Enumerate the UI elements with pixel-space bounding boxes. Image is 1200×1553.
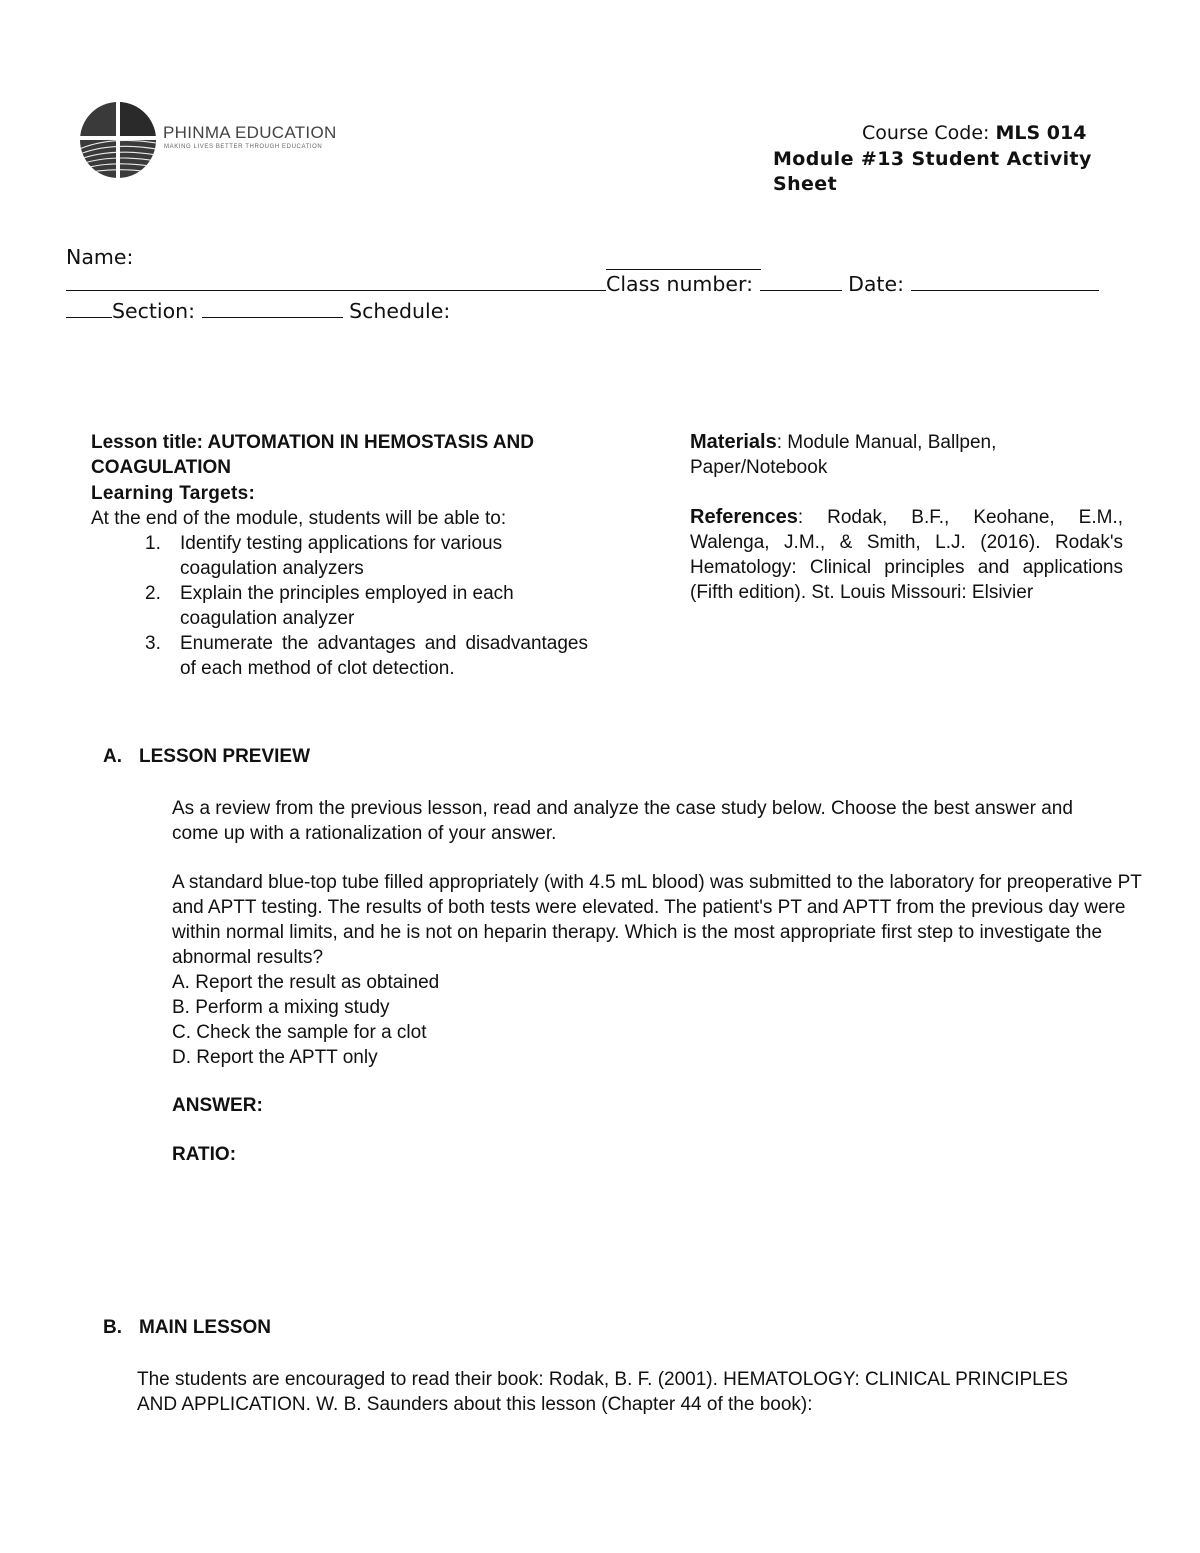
learning-target-text: Enumerate the advantages and disadvantages of each method of clot detection.	[180, 633, 588, 679]
section-b-heading	[103, 1317, 271, 1339]
answer-choice: A. Report the result as obtained	[172, 972, 440, 993]
schedule-label: Schedule:	[349, 299, 451, 323]
date-field[interactable]	[911, 272, 1099, 291]
name-field-line-top[interactable]	[606, 269, 761, 270]
course-code	[862, 122, 1086, 144]
course-code-label: Course Code:	[862, 122, 996, 144]
references-text: : Rodak, B.F., Keohane, E.M., Walenga, J.M., & Smith, L.J. (2016). Rodak's Hematology: Clinical principles and applications (Fifth edition). St. Louis Missouri: Elsivier	[690, 507, 1123, 603]
learning-target-number: 3.	[145, 633, 161, 654]
answer-label: ANSWER:	[172, 1095, 263, 1116]
form-row-section-schedule	[66, 299, 450, 323]
class-number-label: Class number:	[606, 272, 754, 296]
module-title: Module #13 Student Activity Sheet	[773, 148, 1092, 195]
materials	[690, 430, 1123, 480]
phinma-globe-icon	[78, 100, 168, 180]
materials-text: : Module Manual, Ballpen, Paper/Notebook	[690, 432, 997, 478]
learning-targets-heading: Learning Targets:	[91, 483, 256, 504]
main-lesson-text: The students are encouraged to read their book: Rodak, B. F. (2001). HEMATOLOGY: CLINICAL PRINCIPLES AND APPLICATION. W. B. Saunders about this lesson (Chapter 44 of the book):	[137, 1369, 1069, 1415]
learning-targets-intro: At the end of the module, students will be able to:	[91, 508, 507, 529]
learning-target-number: 1.	[145, 533, 161, 554]
learning-target-number: 2.	[145, 583, 161, 604]
learning-target-item	[91, 581, 588, 631]
logo-brand: PHINMA EDUCATION	[163, 123, 337, 142]
references	[690, 505, 1123, 605]
logo-tagline: MAKING LIVES BETTER THROUGH EDUCATION	[164, 144, 323, 150]
section-a-heading	[103, 746, 310, 768]
learning-target-text: Identify testing applications for various coagulation analyzers	[180, 533, 503, 579]
class-number-field[interactable]	[760, 272, 842, 291]
learning-target-item	[91, 531, 588, 581]
lesson-info	[91, 430, 588, 681]
name-field[interactable]	[66, 272, 606, 291]
lesson-preview-intro: As a review from the previous lesson, read and analyze the case study below. Choose the best answer and come up with a rationalization of your answer.	[172, 798, 1073, 844]
date-field-continuation[interactable]	[66, 299, 112, 318]
learning-target-text: Explain the principles employed in each coagulation analyzer	[180, 583, 514, 629]
section-a-letter: A.	[103, 746, 122, 767]
materials-references	[690, 430, 1123, 605]
section-b-title: MAIN LESSON	[139, 1317, 271, 1338]
course-code-value: MLS 014	[995, 122, 1087, 144]
date-label: Date:	[848, 272, 904, 296]
learning-target-item	[91, 631, 588, 681]
lesson-title: Lesson title: AUTOMATION IN HEMOSTASIS AND COAGULATION	[91, 432, 534, 478]
answer-choice: D. Report the APTT only	[172, 1047, 378, 1068]
case-study	[172, 870, 1157, 1070]
section-a-title: LESSON PREVIEW	[139, 746, 311, 767]
name-label: Name:	[66, 245, 134, 269]
ratio-label: RATIO:	[172, 1144, 237, 1165]
section-b-letter: B.	[103, 1317, 122, 1338]
answer-choice: C. Check the sample for a clot	[172, 1022, 427, 1043]
case-study-text: A standard blue-top tube filled appropriately (with 4.5 mL blood) was submitted to the laboratory for preoperative PT and APTT testing. The results of both tests were elevated. The patient's PT and APTT from the previous day were within normal limits, and he is not on heparin therapy. Which is the most appropriate first step to investigate the abnormal results?	[172, 872, 1142, 968]
form-row-class-date	[66, 272, 1099, 296]
section-label: Section:	[112, 299, 196, 323]
learning-targets-list	[91, 531, 588, 681]
section-field[interactable]	[202, 299, 343, 318]
answer-choice: B. Perform a mixing study	[172, 997, 390, 1018]
phinma-logo	[78, 100, 338, 180]
materials-label: Materials	[690, 431, 777, 453]
references-label: References	[690, 506, 798, 528]
